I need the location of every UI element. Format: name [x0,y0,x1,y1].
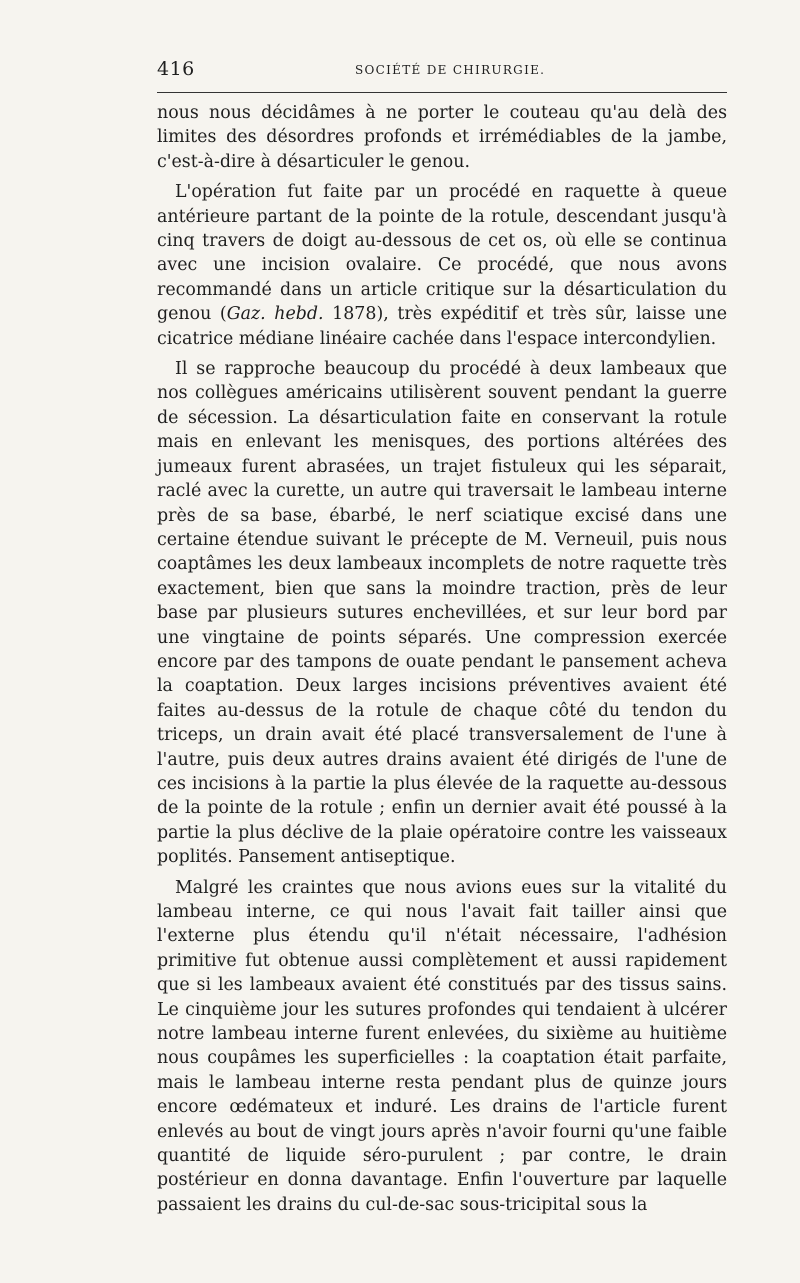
journal-reference: Gaz. hebd. [226,304,324,325]
paragraph-4: Malgré les craintes que nous avions eues sur la vitalité du lambeau interne, ce qui nous l'avait fait tailler ainsi que l'externe plus étendu qu'il n'était nécessaire, l'adhésion primitive fut obtenue aussi complètement et aussi rapidement que si les lambeaux avaient été constitués par des tissus sains. Le cinquième jour les sutures profondes qui tendaient à ulcérer notre lambeau interne furent enlevées, du sixième au huitième nous coupâmes les superficielles : la coaptation était parfaite, mais le lambeau interne resta pendant plus de quinze jours encore œdémateux et induré. Les drains de l'article furent enlevés au bout de vingt jours après n'avoir fourni qu'une faible quantité de liquide séro-purulent ; par contre, le drain postérieur en donna davantage. Enfin l'ouverture par laquelle passaient les drains du cul-de-sac sous-tricipital sous la [157,877,727,1215]
page-header [157,58,727,88]
paragraph-1: nous nous décidâmes à ne porter le couteau qu'au delà des limites des désordres profonds et irrémédiables de la jambe, c'est-à-dire à désarticuler le genou. [157,103,727,172]
paragraph-2-text-a: L'opération fut faite par un procédé en raquette à queue antérieure partant de la pointe de la rotule, descendant jusqu'à cinq travers de doigt au-dessous de cet os, où elle se continua avec une incision ovalaire. Ce procédé, que nous avons recommandé dans un article critique sur la désarticulation du genou ( [157,182,727,325]
running-head: SOCIÉTÉ DE CHIRURGIE. [355,63,546,77]
paragraph-2-text-b: 1878), très expéditif et très sûr, laisse une cicatrice médiane linéaire cachée dans l'espace intercondylien. [157,304,727,349]
header-rule [157,92,727,93]
paragraph-2 [157,180,727,351]
body-text [157,101,727,1223]
paragraph-3: Il se rapproche beaucoup du procédé à deux lambeaux que nos collègues américains utilisèrent souvent pendant la guerre de sécession. La désarticulation faite en conservant la rotule mais en enlevant les menisques, des portions altérées des jumeaux furent abrasées, un trajet fistuleux qui les séparait, raclé avec la curette, un autre qui traversait le lambeau interne près de sa base, ébarbé, le nerf sciatique excisé dans une certaine étendue suivant le précepte de M. Verneuil, puis nous coaptâmes les deux lambeaux incomplets de notre raquette très exactement, bien que sans la moindre traction, près de leur base par plusieurs sutures enchevillées, et sur leur bord par une vingtaine de points séparés. Une compression exercée encore par des tampons de ouate pendant le pansement acheva la coaptation. Deux larges incisions préventives avaient été faites au-dessus de la rotule de chaque côté du tendon du triceps, un drain avait été placé transversalement de l'une à l'autre, puis deux autres drains avaient été dirigés de l'une de ces incisions à la partie la plus élevée de la raquette au-dessous de la pointe de la rotule ; enfin un dernier avait été poussé à la partie la plus déclive de la plaie opératoire contre les vaisseaux poplités. Pansement antiseptique. [157,359,727,868]
page-number: 416 [157,58,195,80]
